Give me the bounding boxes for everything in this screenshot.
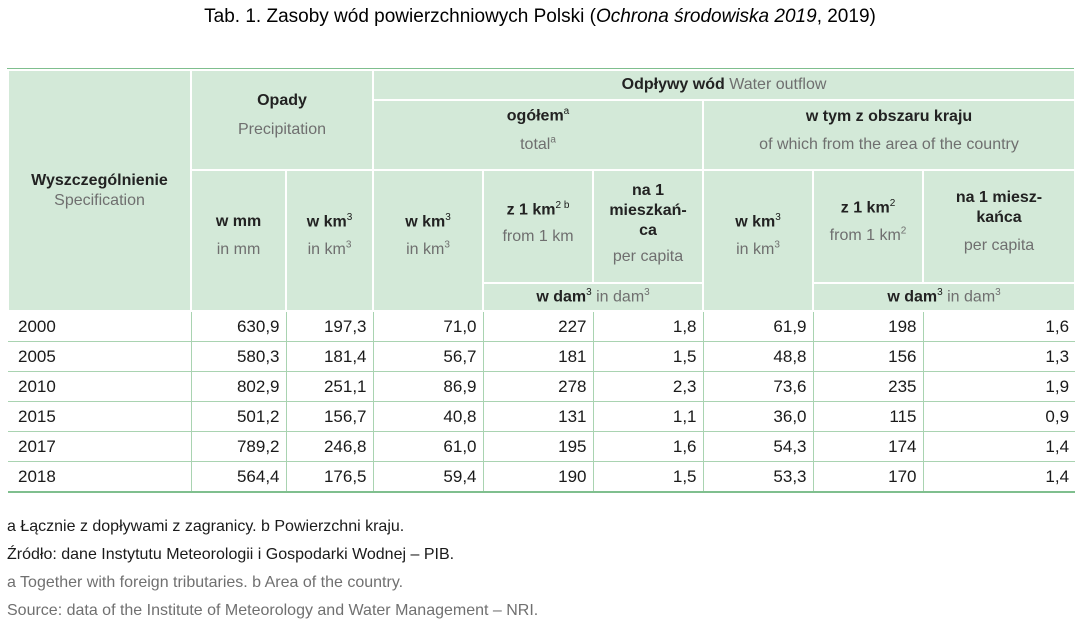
unit-sup: 3	[774, 239, 780, 251]
cell-precip-km3: 181,4	[286, 342, 373, 372]
footnote-pl: a Łącznie z dopływami z zagranicy. b Powierzchni kraju.	[7, 518, 405, 535]
country-per-km2-en: from 1 km	[829, 227, 901, 245]
cell-precip-km3: 251,1	[286, 372, 373, 402]
cell-total-per-capita: 1,5	[593, 462, 703, 493]
cell-country-per-km2: 170	[813, 462, 923, 493]
header-total-pl: ogółem	[506, 107, 564, 125]
cell-country-per-km2: 156	[813, 342, 923, 372]
unit-sup: 3	[937, 286, 943, 298]
unit-sup: 3	[345, 239, 352, 251]
cell-precip-mm: 501,2	[191, 402, 286, 432]
cell-country-km3: 61,9	[703, 311, 813, 342]
cell-total-per-capita: 1,1	[593, 402, 703, 432]
col-mm-en: in mm	[216, 241, 261, 259]
water-resources-table	[7, 69, 1076, 493]
header-spec-pl: Wyszczególnienie	[31, 171, 168, 189]
header-outflow-en: Water outflow	[729, 76, 827, 93]
unit-sup: 3	[586, 286, 592, 298]
header-country-per-capita	[923, 170, 1075, 283]
cell-precip-mm: 789,2	[191, 432, 286, 462]
unit-sup: 3	[995, 286, 1001, 298]
table-row	[8, 372, 1075, 402]
col-km3-en: in km	[307, 241, 346, 259]
footnote-en: a Together with foreign tributaries. b Area of the country.	[7, 574, 404, 591]
header-col-km3	[286, 170, 373, 311]
cell-total-km3: 56,7	[373, 342, 483, 372]
source-en: Source: data of the Institute of Meteorology and Water Management – NRI.	[7, 602, 539, 619]
total-per-km2-en: from 1 km	[502, 227, 574, 245]
total-capita-pl: na 1 mieszkań-ca	[609, 181, 687, 239]
header-country-pl: w tym z obszaru kraju	[805, 107, 973, 125]
unit-sup: 3	[444, 239, 450, 251]
footnote-mark: a	[550, 134, 556, 146]
table-row	[8, 342, 1075, 372]
col-km3-pl: w km	[306, 213, 347, 231]
unit-sup: 2	[900, 225, 907, 237]
cell-total-per-capita: 1,6	[593, 432, 703, 462]
table-row	[8, 462, 1075, 493]
cell-precip-km3: 156,7	[286, 402, 373, 432]
cell-total-per-km2: 190	[483, 462, 593, 493]
cell-year: 2010	[8, 372, 191, 402]
total-capita-en: per capita	[612, 247, 684, 265]
header-total-per-capita	[593, 170, 703, 283]
header-total-per-km2	[483, 170, 593, 283]
cell-precip-mm: 802,9	[191, 372, 286, 402]
country-capita-en: per capita	[963, 237, 1035, 255]
header-precipitation	[191, 70, 373, 170]
unit-total-pl: w dam	[536, 288, 587, 306]
cell-country-km3: 54,3	[703, 432, 813, 462]
cell-country-per-km2: 115	[813, 402, 923, 432]
header-total-en: total	[520, 135, 551, 153]
cell-precip-km3: 176,5	[286, 462, 373, 493]
total-km3-en: in km	[406, 241, 445, 259]
total-per-km2-pl: z 1 km	[506, 201, 556, 219]
cell-country-km3: 73,6	[703, 372, 813, 402]
cell-country-per-capita: 1,3	[923, 342, 1075, 372]
cell-total-per-km2: 227	[483, 311, 593, 342]
cell-year: 2015	[8, 402, 191, 432]
unit-sup: 2 b	[555, 200, 570, 212]
table-body	[8, 311, 1075, 492]
table-row	[8, 311, 1075, 342]
header-outflow	[373, 70, 1075, 100]
table-notes	[7, 513, 538, 625]
cell-total-per-capita: 2,3	[593, 372, 703, 402]
title-prefix: Tab. 1. Zasoby wód powierzchniowych Polski (	[204, 6, 596, 27]
country-km3-en: in km	[736, 241, 775, 259]
header-outflow-pl: Odpływy wód	[621, 76, 725, 93]
total-km3-pl: w km	[405, 213, 446, 231]
cell-total-per-km2: 195	[483, 432, 593, 462]
unit-total-en: in dam	[596, 288, 645, 306]
cell-country-per-capita: 0,9	[923, 402, 1075, 432]
cell-country-per-km2: 174	[813, 432, 923, 462]
cell-year: 2018	[8, 462, 191, 493]
country-capita-pl: na 1 miesz-kańca	[955, 189, 1043, 227]
title-suffix: , 2019)	[816, 6, 876, 27]
cell-total-km3: 59,4	[373, 462, 483, 493]
cell-precip-mm: 580,3	[191, 342, 286, 372]
footnote-mark: a	[563, 106, 570, 118]
cell-precip-mm: 564,4	[191, 462, 286, 493]
table-title	[0, 6, 1080, 28]
cell-total-km3: 61,0	[373, 432, 483, 462]
source-pl: Źródło: dane Instytutu Meteorologii i Gospodarki Wodnej – PIB.	[7, 546, 455, 563]
cell-total-per-capita: 1,8	[593, 311, 703, 342]
cell-country-per-capita: 1,9	[923, 372, 1075, 402]
title-source: Ochrona środowiska 2019	[595, 6, 817, 27]
cell-precip-mm: 630,9	[191, 311, 286, 342]
unit-sup: 3	[346, 211, 353, 223]
cell-total-per-capita: 1,5	[593, 342, 703, 372]
cell-total-km3: 86,9	[373, 372, 483, 402]
cell-country-per-capita: 1,6	[923, 311, 1075, 342]
header-unit-country	[813, 283, 1075, 311]
header-country-per-km2	[813, 170, 923, 283]
cell-year: 2005	[8, 342, 191, 372]
cell-total-per-km2: 278	[483, 372, 593, 402]
cell-total-km3: 40,8	[373, 402, 483, 432]
cell-year: 2017	[8, 432, 191, 462]
header-country-km3	[703, 170, 813, 311]
country-km3-pl: w km	[735, 213, 776, 231]
unit-sup: 3	[445, 211, 451, 223]
cell-country-km3: 36,0	[703, 402, 813, 432]
header-spec-en: Specification	[54, 191, 145, 209]
cell-precip-km3: 197,3	[286, 311, 373, 342]
header-specification	[8, 70, 191, 311]
cell-total-per-km2: 181	[483, 342, 593, 372]
header-unit-total	[483, 283, 703, 311]
cell-country-km3: 48,8	[703, 342, 813, 372]
cell-country-per-capita: 1,4	[923, 432, 1075, 462]
header-total	[373, 100, 703, 170]
cell-country-km3: 53,3	[703, 462, 813, 493]
header-total-km3	[373, 170, 483, 311]
cell-year: 2000	[8, 311, 191, 342]
unit-country-en: in dam	[947, 288, 996, 306]
header-col-mm	[191, 170, 286, 311]
unit-sup: 3	[775, 211, 781, 223]
cell-country-per-km2: 198	[813, 311, 923, 342]
table-row	[8, 432, 1075, 462]
header-precip-en: Precipitation	[237, 120, 327, 138]
header-precip-pl: Opady	[257, 91, 307, 109]
table-row	[8, 402, 1075, 432]
cell-country-per-km2: 235	[813, 372, 923, 402]
col-mm-pl: w mm	[215, 213, 262, 231]
cell-total-per-km2: 131	[483, 402, 593, 432]
cell-country-per-capita: 1,4	[923, 462, 1075, 493]
header-country-en: of which from the area of the country	[759, 135, 1019, 153]
unit-country-pl: w dam	[887, 288, 938, 306]
header-country	[703, 100, 1075, 170]
unit-sup: 2	[889, 197, 896, 209]
cell-total-km3: 71,0	[373, 311, 483, 342]
unit-sup: 3	[644, 286, 650, 298]
cell-precip-km3: 246,8	[286, 432, 373, 462]
country-per-km2-pl: z 1 km	[840, 199, 890, 217]
